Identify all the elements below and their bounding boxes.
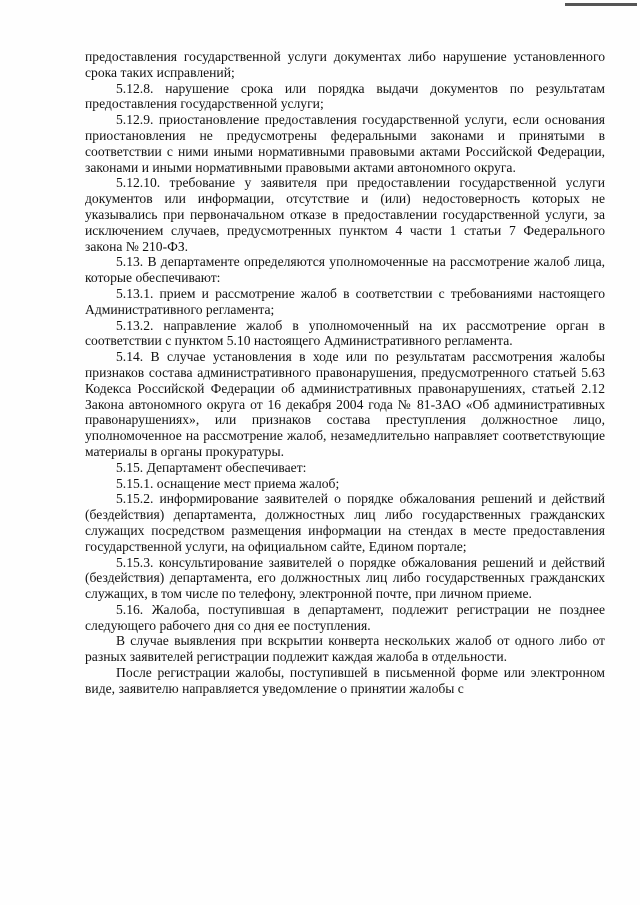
paragraph-multiple-complaints: В случае выявления при вскрытии конверта нескольких жалоб от одного либо от разных заявителей регистрации подлежит каждая жалоба в отдельности. (85, 633, 605, 665)
paragraph-5-12-9: 5.12.9. приостановление предоставления государственной услуги, если основания приостановления не предусмотрены федеральными законами и принятыми в соответствии с ними иными нормативными правовыми актами Российской Федерации, законами и иными нормативными правовыми актами автономного округа. (85, 112, 605, 175)
scan-edge-mark (565, 3, 637, 6)
paragraph: предоставления государственной услуги документах либо нарушение установленного срока таких исправлений; (85, 49, 605, 80)
paragraph-5-12-10: 5.12.10. требование у заявителя при предоставлении государственной услуги документов или информации, отсутствие и (или) недостоверность которых не указывались при первоначальном отказе в предоставлении государственной услуги, за исключением случаев, предусмотренных пунктом 4 части 1 статьи 7 Федерального закона № 210-ФЗ. (85, 175, 605, 254)
paragraph-5-13-1: 5.13.1. прием и рассмотрение жалоб в соответствии с требованиями настоящего Административного регламента; (85, 285, 605, 317)
paragraph-5-13: 5.13. В департаменте определяются уполномоченные на рассмотрение жалоб лица, которые обеспечивают: (85, 254, 605, 286)
paragraph-5-14: 5.14. В случае установления в ходе или по результатам рассмотрения жалобы признаков состава административного правонарушения, предусмотренного статьей 5.63 Кодекса Российской Федерации об административных правонарушениях, статьей 2.12 Закона автономного округа от 16 декабря 2004 года № 81-ЗАО «Об административных правонарушениях», или признаков состава преступления должностное лицо, уполномоченное на рассмотрение жалоб, незамедлительно направляет соответствующие материалы в органы прокуратуры. (85, 349, 605, 459)
paragraph-after-registration: После регистрации жалобы, поступившей в письменной форме или электронном виде, заявителю направляется уведомление о принятии жалобы с (85, 665, 605, 696)
paragraph-5-15-3: 5.15.3. консультирование заявителей о порядке обжалования решений и действий (бездействия) департамента, его должностных лиц либо государственных гражданских служащих, в том числе по телефону, электронной почте, при личном приеме. (85, 554, 605, 602)
paragraph-5-15: 5.15. Департамент обеспечивает: (116, 459, 307, 475)
paragraph-5-12-8: 5.12.8. нарушение срока или порядка выдачи документов по результатам предоставления государственной услуги; (85, 80, 605, 112)
paragraph-5-13-2: 5.13.2. направление жалоб в уполномоченный на их рассмотрение орган в соответствии с пунктом 5.10 настоящего Административного регламента. (85, 317, 605, 349)
paragraph-5-15-1: 5.15.1. оснащение мест приема жалоб; (116, 475, 340, 491)
document-body (85, 49, 605, 697)
paragraph-5-15-2: 5.15.2. информирование заявителей о порядке обжалования решений и действий (бездействия) департамента, должностных лиц либо государственных гражданских служащих посредством размещения информации на стендах в месте предоставления государственной услуги, на официальном сайте, Едином портале; (85, 491, 605, 554)
paragraph-5-16: 5.16. Жалоба, поступившая в департамент, подлежит регистрации не позднее следующего рабочего дня со дня ее поступления. (85, 601, 605, 633)
